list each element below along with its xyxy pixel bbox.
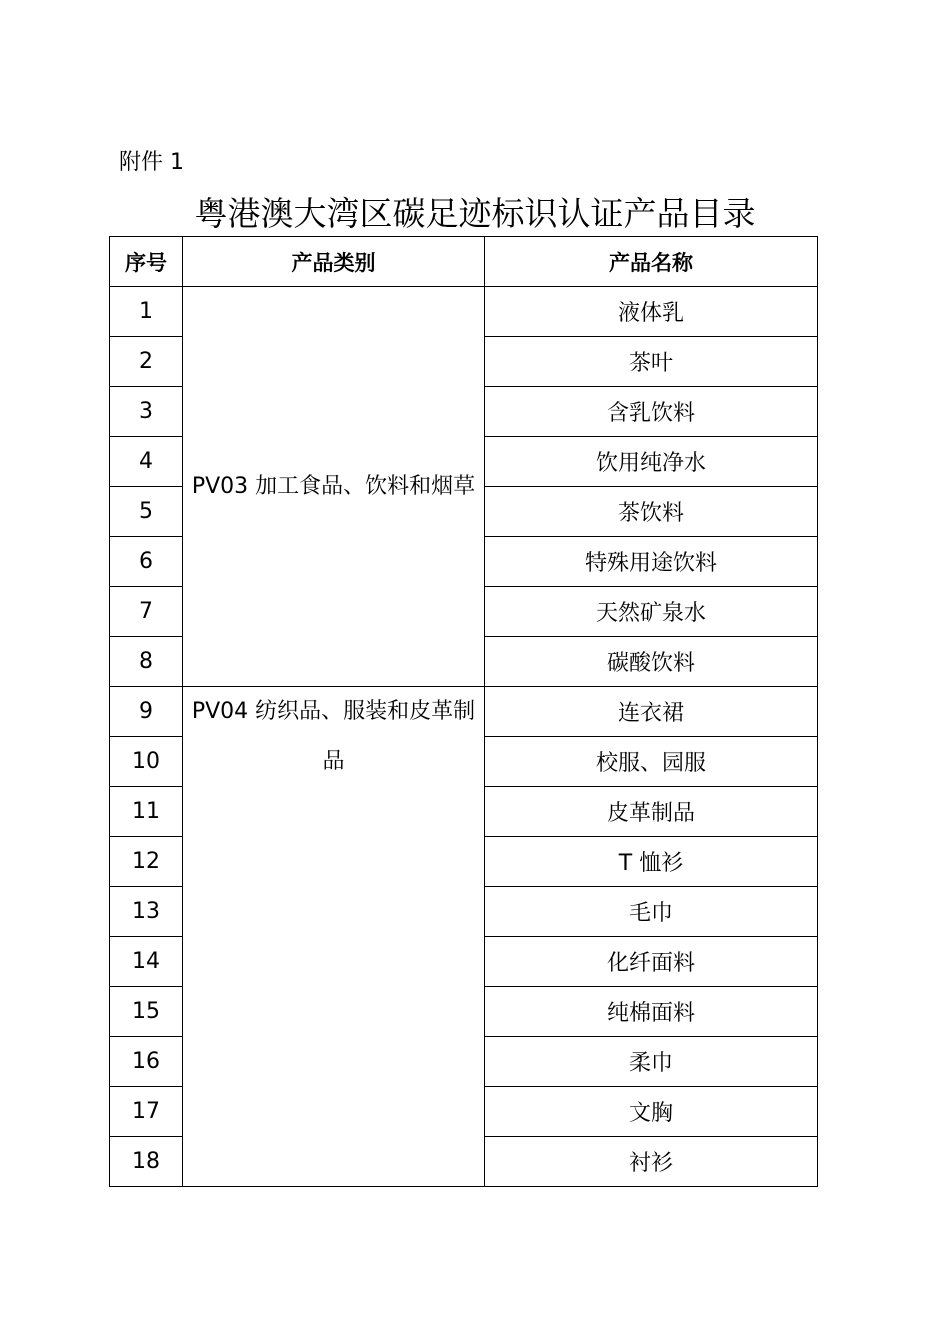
row-number: 10 — [110, 737, 183, 787]
header-name: 产品名称 — [485, 237, 818, 287]
product-name: 柔巾 — [485, 1037, 818, 1087]
product-name: 毛巾 — [485, 887, 818, 937]
header-number: 序号 — [110, 237, 183, 287]
product-name: 化纤面料 — [485, 937, 818, 987]
product-name: 饮用纯净水 — [485, 437, 818, 487]
row-number: 1 — [110, 287, 183, 337]
product-name: 含乳饮料 — [485, 387, 818, 437]
table-row — [110, 287, 818, 337]
attachment-label: 附件 1 — [119, 150, 184, 175]
row-number: 14 — [110, 937, 183, 987]
product-name: 衬衫 — [485, 1137, 818, 1187]
product-name: 天然矿泉水 — [485, 587, 818, 637]
row-number: 6 — [110, 537, 183, 587]
table-header-row — [110, 237, 818, 287]
product-name: 茶叶 — [485, 337, 818, 387]
product-name: 纯棉面料 — [485, 987, 818, 1037]
table-row — [110, 687, 818, 737]
row-number: 8 — [110, 637, 183, 687]
product-name: 皮革制品 — [485, 787, 818, 837]
product-catalog-table — [109, 236, 818, 1187]
category-cell: PV03 加工食品、饮料和烟草 — [183, 287, 485, 687]
page-title: 粤港澳大湾区碳足迹标识认证产品目录 — [194, 194, 756, 233]
row-number: 18 — [110, 1137, 183, 1187]
product-name: 连衣裙 — [485, 687, 818, 737]
row-number: 4 — [110, 437, 183, 487]
header-category: 产品类别 — [183, 237, 485, 287]
category-cell: PV04 纺织品、服装和皮革制品 — [183, 687, 485, 1187]
product-name: 校服、园服 — [485, 737, 818, 787]
row-number: 11 — [110, 787, 183, 837]
row-number: 16 — [110, 1037, 183, 1087]
row-number: 7 — [110, 587, 183, 637]
product-name: T 恤衫 — [485, 837, 818, 887]
product-name: 文胸 — [485, 1087, 818, 1137]
product-name: 茶饮料 — [485, 487, 818, 537]
row-number: 9 — [110, 687, 183, 737]
product-name: 特殊用途饮料 — [485, 537, 818, 587]
row-number: 12 — [110, 837, 183, 887]
row-number: 13 — [110, 887, 183, 937]
row-number: 15 — [110, 987, 183, 1037]
product-name: 碳酸饮料 — [485, 637, 818, 687]
product-name: 液体乳 — [485, 287, 818, 337]
row-number: 17 — [110, 1087, 183, 1137]
row-number: 2 — [110, 337, 183, 387]
row-number: 5 — [110, 487, 183, 537]
row-number: 3 — [110, 387, 183, 437]
